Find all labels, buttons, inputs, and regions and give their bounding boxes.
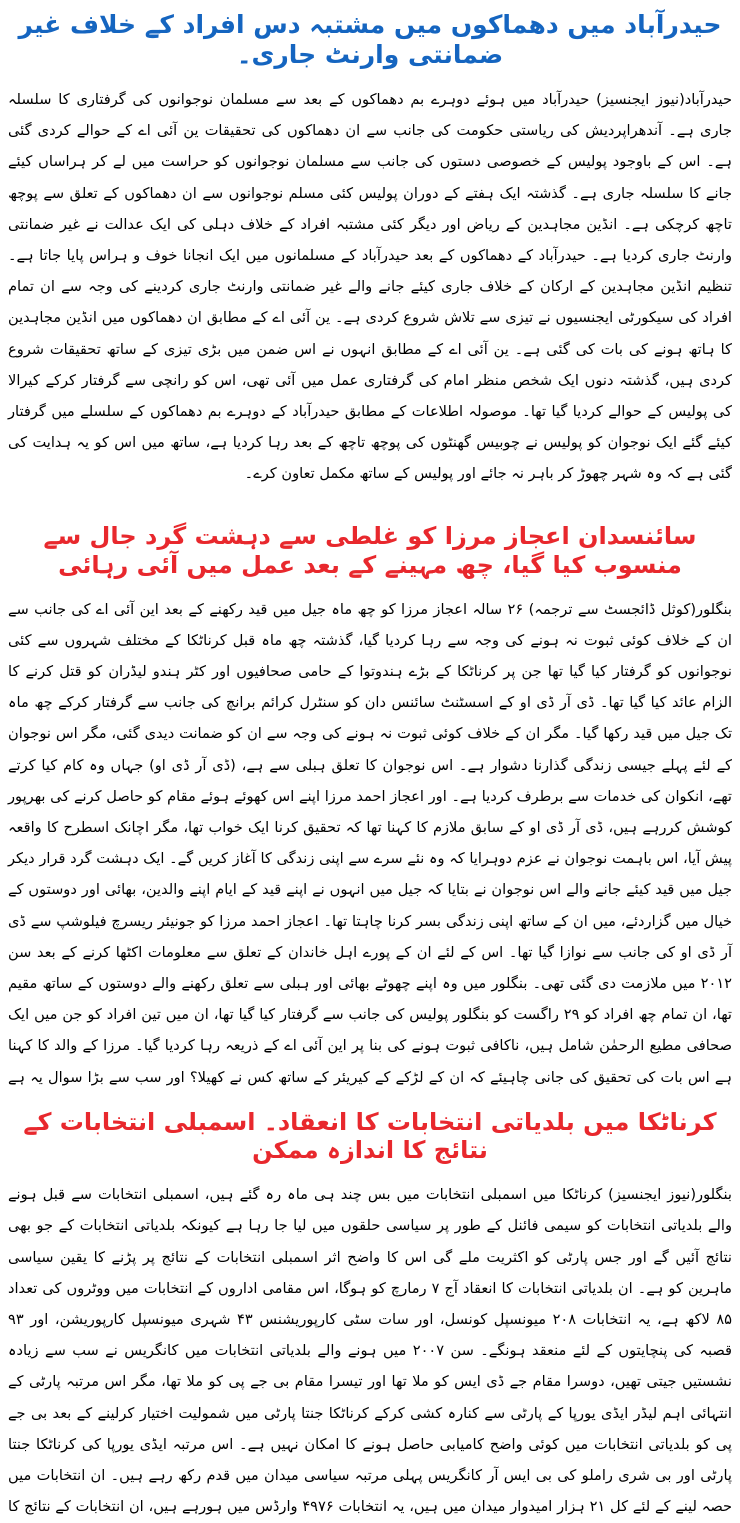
article-hyderabad-warrants — [6, 4, 734, 510]
headline-scientist-release: سائنسدان اعجاز مرزا کو غلطی سے دہشت گرد جال سے منسوب کیا گیا، چھ مہینے کے بعد عمل میں آئی رہائی — [43, 522, 697, 579]
article-scientist-release — [6, 510, 734, 1096]
headline-hyderabad-warrants: حیدرآباد میں دھماکوں میں مشتبہ دس افراد کے خلاف غیر ضمانتی وارنٹ جاری۔ — [18, 10, 722, 69]
article-body-scientist-release: بنگلور(کوثل ڈائجسٹ سے ترجمہ) ۲۶ سالہ اعجاز مرزا کو چھ ماہ جیل میں قید رکھنے کے بعد این آئی اے کی جانب سے ان کے خلاف کوئی ثبوت نہ ہونے کی وجہ سے رہا کردیا گیا، گذشتہ چھ ماہ قبل کرناٹکا کے مختلف شہروں سے کئی نوجوانوں کو گرفتار کیا گیا تھا جن پر کرناٹکا کے بڑے ہندوتوا کے حامی صحافیوں اور کٹر ہندو لیڈران کو قتل کرنے کا الزام عائد کیا گیا تھا۔ ڈی آر ڈی او کے اسسٹنٹ سائنس دان کو سنٹرل کرائم برانچ کی جانب سے گرفتار کرکے چھ ماہ تک جیل میں قید رکھا گیا۔ مگر ان کے خلاف کوئی ثبوت نہ ہونے کی وجہ سے ان کو ضمانت دیدی گئی، مگر اس نوجوان کے لئے پہلے جیسی زندگی گذارنا دشوار ہے۔ اس نوجوان کا تعلق ہبلی سے ہے، (ڈی آر ڈی او) جہاں وہ کام کیا کرتے تھے، انکوان کی خدمات سے برطرف کردیا ہے۔ اور اعجاز احمد مرزا اپنے اس کھوئے ہوئے مقام کو حاصل کرنے کی بھرپور کوشش کررہے ہیں، ڈی آر ڈی او کے سابق ملازم کا کہنا تھا کہ تحقیق کرنا ایک خواب تھا، مگر اچانک اسطرح کا واقعہ پیش آیا، اس باہمت نوجوان نے عزم دوہرایا کہ وہ نئے سرے سے اپنی زندگی کا آغاز کریں گے۔ ایک دہشت گرد قرار دیکر جیل میں قید کیئے جانے والے اس نوجوان نے بتایا کہ جیل میں انہوں نے اپنے قید کے ایام اپنے والدین، بھائی اور دوستوں کے خیال میں گزاردئے، میں ان کے ساتھ اپنی زندگی بسر کرنا چاہتا تھا۔ اعجاز احمد مرزا کو جونیئر ریسرچ فیلوشپ سے ڈی آر ڈی او کی جانب سے نوازا گیا تھا۔ اس کے لئے ان کے پورے اہل خاندان کے تعلق سے معلومات اکٹھا کرنے کے بعد سن ۲۰۱۲ میں ملازمت دی گئی تھی۔ بنگلور میں وہ اپنے چھوٹے بھائی اور ہبلی سے تعلق رکھنے والے دوستوں کے ساتھ مقیم تھا، ان تمام چھ افراد کو ۲۹ راگست کو بنگلور پولیس کی جانب سے گرفتار کیا گیا تھا، ان میں تین افراد کو جن میں ایک صحافی مطیع الرحمٰن شامل ہیں، ناکافی ثبوت ہونے کی بنا پر این آئی اے کے ذریعہ رہا کردیا گیا۔ مرزا کے والد کا کہنا ہے اس بات کی تحقیق کی جانی چاہیئے کہ ان کے لڑکے کے کیریئر کے ساتھ کس نے کھیلا؟ اور سب سے بڑا سوال یہ ہے — [8, 600, 732, 1086]
article-karnataka-elections — [6, 1096, 734, 1523]
headline-karnataka-elections: کرناٹکا میں بلدیاتی انتخابات کا انعقاد۔ اسمبلی انتخابات کے نتائج کا اندازہ ممکن — [23, 1107, 717, 1165]
article-body-hyderabad-warrants: حیدرآباد(نیوز ایجنسیز) حیدرآباد میں ہوئے دوہرے بم دھماکوں کے بعد سے مسلمان نوجوانوں کی گرفتاری کا سلسلہ جاری ہے۔ آندھراپردیش کی ریاستی حکومت کی جانب سے ان دھماکوں کی تحقیقات ین آئی اے کے حوالے کردی گئی ہے۔ اس کے باوجود پولیس کے خصوصی دستوں کی جانب سے مسلمان نوجوانوں کو حراست میں لے کر ہراساں کیئے جانے کا سلسلہ جاری ہے۔ گذشتہ ایک ہفتے کے دوران پولیس کئی مسلم نوجوانوں سے ان دھماکوں کے تعلق سے پوچھ تاچھ کرچکی ہے۔ انڈین مجاہدین کے ریاض اور دیگر کئی مشتبہ افراد کے خلاف دہلی کی ایک عدالت نے غیر ضمانتی وارنٹ جاری کردیا ہے۔ حیدرآباد کے دھماکوں کے بعد حیدرآباد کے مسلمانوں میں ایک انجانا خوف و ہراس پایا جاتا ہے۔ تنظیم انڈین مجاہدین کے ارکان کے خلاف جاری کیئے جانے والے غیر ضمانتی وارنٹ جاری کردینے کی وجہ سے ان تمام افراد کی سیکورٹی ایجنسیوں نے تیزی سے تلاش شروع کردی ہے۔ ین آئی اے کے مطابق ان دھماکوں میں انڈین مجاہدین کا ہاتھ ہونے کی بات کی گئی ہے۔ ین آئی اے کے مطابق انہوں نے اس ضمن میں بڑی تیزی کے ساتھ تحقیقات شروع کردی ہیں، گذشتہ دنوں ایک شخص منظر امام کی گرفتاری عمل میں آئی تھی، اس کو رانچی سے گرفتار کرکے کیرالا کی پولیس کے حوالے کردیا گیا تھا۔ موصولہ اطلاعات کے مطابق حیدرآباد کے دوہرے بم دھماکوں کے سلسلے میں گرفتار کیئے گئے ایک نوجوان کو پولیس نے چوبیس گھنٹوں کی پوچھ تاچھ کے بعد رہا کردیا ہے، ساتھ میں اس کو یہ ہدایت کی گئی ہے کہ وہ شہر چھوڑ کر باہر نہ جائے اور پولیس کے ساتھ مکمل تعاون کرے۔ — [8, 91, 732, 483]
article-body-karnataka-elections: بنگلور(نیوز ایجنسیز) کرناٹکا میں اسمبلی انتخابات میں بس چند ہی ماہ رہ گئے ہیں، اسمبلی انتخابات سے قبل ہونے والے بلدیاتی انتخابات کو سیمی فائنل کے طور پر سیاسی حلقوں میں لیا جا رہا ہے کیونکہ بلدیاتی انتخابات کے جو بھی نتائج آئیں گے اور جس پارٹی کو اکثریت ملے گی اس کا واضح اثر اسمبلی انتخابات کے نتائج پر پڑنے کا یقین سیاسی ماہرین کو ہے۔ ان بلدیاتی انتخابات کا انعقاد آج ۷ رمارچ کو ہوگا، اس مقامی اداروں کے انتخابات میں ووٹروں کی تعداد ۸۵ لاکھ ہے، یہ انتخابات ۲۰۸ میونسپل کونسل، اور سات سٹی کارپوریشنس ۴۳ شہری میونسپل کارپوریشن، اور ۹۳ قصبہ کی پنچایتوں کے لئے منعقد ہونگے۔ سن ۲۰۰۷ میں ہونے والے بلدیاتی انتخابات میں کانگریس نے سب سے زیادہ نشستیں جیتی تھیں، دوسرا مقام جے ڈی ایس کو ملا تھا اور تیسرا مقام بی جے پی کو ملا تھا، مگر اس مرتبہ پارٹی کے انتہائی اہم لیڈر ایڈی یورپا کے پارٹی سے کنارہ کشی کرکے کرناٹکا جنتا پارٹی میں شمولیت اختیار کرلینے کے بعد بی جے پی کو بلدیاتی انتخابات میں کوئی واضح کامیابی حاصل ہونے کا امکان نہیں ہے۔ اس مرتبہ ایڈی یورپا کی کرناٹکا جنتا پارٹی اور بی شری راملو کی بی ایس آر کانگریس پہلی مرتبہ سیاسی میدان میں قدم رکھ رہے ہیں۔ ان انتخابات میں حصہ لینے کے لئے کل ۲۱ ہزار امیدوار میدان میں ہیں، یہ انتخابات ۴۹۷۶ وارڈس میں ہورہے ہیں، ان انتخابات کے نتائج کا — [8, 1186, 733, 1516]
